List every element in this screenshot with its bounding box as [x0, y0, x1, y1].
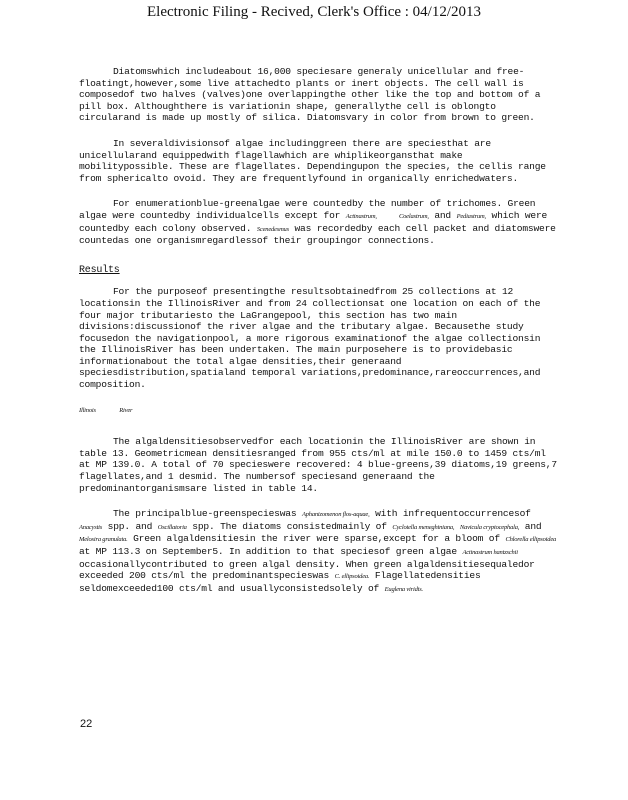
- section-heading-results: Results: [79, 264, 120, 276]
- document-body: [79, 66, 557, 609]
- taxon-name: Oscillatoria: [157, 523, 187, 531]
- paragraph-diatoms: Diatomswhich includeabout 16,000 speciesare generaly unicellular and free-floatingt,however,some live attachedto plants or inert objects. The cell wall is composedof two halves (valves)one overlappingthe other like the top and bottom of a pill box. Althoughthere is variationin shape, generallythe cell is oblongto circularand is made up mostly of silica. Diatomsvary in color from brown to green.: [79, 66, 541, 124]
- page-number: 22: [80, 718, 93, 730]
- taxon-name: Cyclotella meneghiniana,: [392, 523, 455, 531]
- taxon-name: Navicula cryptocephala,: [459, 523, 520, 531]
- taxon-name: Actinastrum,: [345, 212, 377, 220]
- taxon-name: Chlorella ellipsoidea: [505, 536, 557, 544]
- taxon-name: Actinastrum hantzschii: [462, 549, 518, 556]
- paragraph-principal-species: The principalblue-greenspecieswas Aphanizomenon flos-aquae, with infrequentoccurrencesof Anacystis spp. and Oscillatoria spp. The diatoms consistedmainly of Cyclotella meneghiniana, Navicula cryptocephala, and Melosira granulata. Green algaldensitiesin the river were sparse,except for a bloom of Chlorella ellipsoidea at MP 113.3 on September5. In addition to that speciesof green algae Actinastrum hantzschii occasionallycontributed to green algal density. When green algaldensitiesequaledor exceeded 200 cts/ml the predominantspecieswas C. ellipsoidea. Flagellatedensities seldomexceeded100 cts/ml and usuallyconsistedsolely of Euglena viridis.: [79, 508, 557, 594]
- taxon-name: Scenedesmus: [256, 225, 289, 233]
- paragraph-results-intro: For the purposeof presentingthe resultsobtainedfrom 25 collections at 12 locationsin the IllinoisRiver and from 24 collectionsat one location on each of the four major tributariesto the LaGrangepool, this section has two main divisions:discussionof the river algae and the tributary algae. Becausethe study focusedon the navigationpool, a more rigorous examinationof the algae collectionsin the IllinoisRiver has been undertaken. The main purposehere is to providebasic informationabout the total algae densities,their generaand speciesdistribution,spatialand temporal variations,predominance,rareoccurrences,and composition.: [79, 286, 541, 391]
- paragraph-algal-densities: The algaldensitiesobservedfor each locationin the IllinoisRiver are shown in table 13. Geometricmean densitiesranged from 955 cts/ml at mile 150.0 to 1459 cts/ml at MP 139.0. A total of 70 specieswere recovered: 4 blue-greens,39 diatoms,19 greens,7 flagellates,and 1 desmid. The numbersof speciesand generaand the predominantorganismsare listed in table 14.: [79, 436, 557, 494]
- taxon-name: C. ellipsoidea.: [334, 573, 370, 581]
- taxon-name: Melosira granulata.: [79, 536, 128, 544]
- subheading-illinois-river: Illinois River: [79, 406, 133, 414]
- taxon-name: Coelastrum,: [399, 212, 429, 220]
- taxon-name: Euglena viridis.: [384, 585, 423, 593]
- taxon-name: Pediastrum,: [456, 212, 486, 220]
- filing-header: Electronic Filing - Recived, Clerk's Office : 04/12/2013: [146, 4, 482, 20]
- taxon-name: Anacystis: [79, 523, 103, 531]
- taxon-name: Aphanizomenon flos-aquae,: [301, 511, 370, 519]
- paragraph-flagellates: In severaldivisionsof algae includinggreen there are speciesthat are unicellularand equippedwith flagellawhich are whiplikeorgansthat make mobilitypossible. These are flagellates. Dependingupon the species, the cellis range from sphericalto ovoid. They are frequentlyfound in organically enrichedwaters.: [79, 137, 546, 184]
- paragraph-enumeration: For enumerationblue-greenalgae were countedby the number of trichomes. Green algae were countedby individualcells except for Actinastrum, Coelastrum, and Pediastrum, which were countedby each colony observed. Scenedesmus was recordedby each cell packet and diatomswere countedas one organismregardlessof their groupingor connections.: [79, 198, 556, 247]
